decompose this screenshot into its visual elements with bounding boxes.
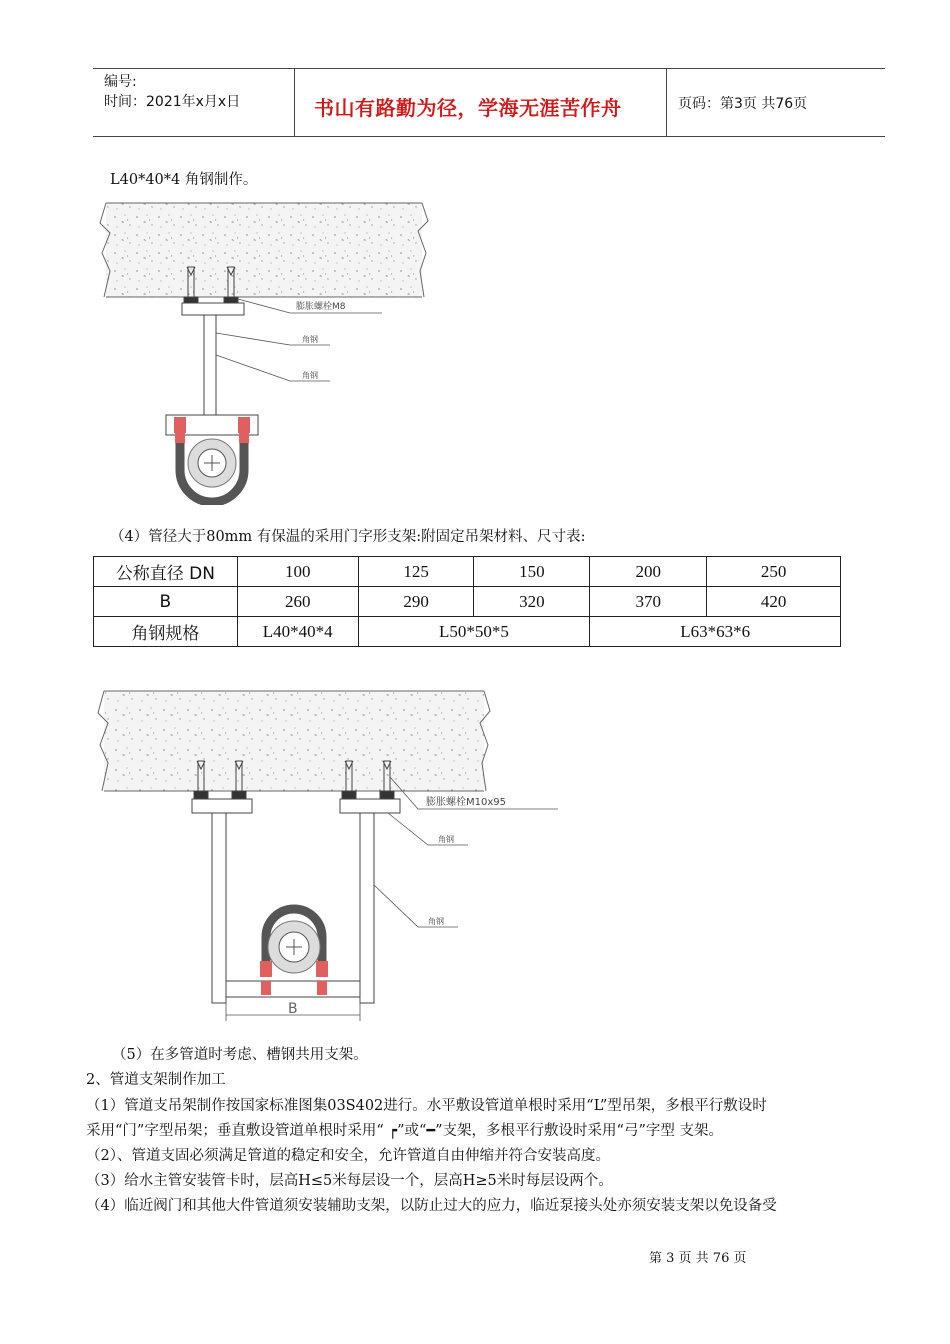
dimension-b-label: B xyxy=(288,1001,298,1017)
table-cell: 125 xyxy=(358,557,474,587)
top-base-plate-right xyxy=(340,799,400,813)
paragraph-line: （3）给水主管安装管卡时，层高H≤5米每层设一个，层高H≥5米时每层设两个。 xyxy=(86,1173,613,1189)
table-cell: 370 xyxy=(590,587,707,617)
top-base-plate xyxy=(182,303,244,315)
table-row-header: B xyxy=(94,587,238,617)
concrete-slab xyxy=(98,691,490,791)
angle-label-2: 角钢 xyxy=(428,917,444,926)
header-motto: 书山有路勤为径，学海无涯苦作舟 xyxy=(314,96,622,120)
table-cell: 290 xyxy=(358,587,474,617)
paragraph-line: 2、管道支架制作加工 xyxy=(86,1072,226,1088)
table-row xyxy=(94,617,841,647)
header-divider-left xyxy=(294,69,295,136)
table-row xyxy=(94,557,841,587)
bolt-label: 膨胀螺栓M8 xyxy=(296,302,346,312)
top-base-plate-left xyxy=(192,799,252,813)
angle-label-2: 角钢 xyxy=(302,371,318,380)
pipe-clamp xyxy=(260,909,328,995)
paragraph-line: 采用“门”字型吊架；垂直敷设管道单根时采用“ ┍”或“━”支架，多根平行敷设时采用“弓”字型 支架。 xyxy=(86,1123,723,1139)
hanger-spec-table xyxy=(93,556,841,647)
header-divider-right xyxy=(666,69,667,136)
intro-line: L40*40*4 角钢制作。 xyxy=(110,172,258,188)
header-bottom-rule xyxy=(93,136,885,137)
header-page-label: 页码：第3页 共76页 xyxy=(678,96,808,112)
concrete-slab xyxy=(100,203,428,297)
table-cell: L40*40*4 xyxy=(237,617,358,647)
angle-steel-vertical xyxy=(204,315,216,415)
header-number-label: 编号: xyxy=(104,74,137,90)
figure-single-hanger xyxy=(90,195,450,505)
table-cell: 100 xyxy=(237,557,358,587)
section-4-line: （4）管径大于80mm 有保温的采用门字形支架:附固定吊架材料、尺寸表: xyxy=(110,529,586,545)
pipe-clamp xyxy=(174,417,250,502)
table-row-header: 公称直径 DN xyxy=(94,557,238,587)
figure-door-hanger xyxy=(88,685,568,1030)
header-top-rule xyxy=(93,68,885,69)
table-cell: 420 xyxy=(707,587,841,617)
angle-label-1: 角钢 xyxy=(438,835,454,844)
table-cell: 320 xyxy=(474,587,590,617)
table-row-header: 角钢规格 xyxy=(94,617,238,647)
table-cell: L50*50*5 xyxy=(358,617,590,647)
table-row xyxy=(94,587,841,617)
table-cell: L63*63*6 xyxy=(590,617,841,647)
bolt-label: 膨胀螺栓M10x95 xyxy=(426,797,506,808)
paragraph-line: （5）在多管道时考虑、槽钢共用支架。 xyxy=(112,1047,368,1063)
paragraph-line: （4）临近阀门和其他大件管道须安装辅助支架，以防止过大的应力，临近泵接头处亦须安装支架以免设备受 xyxy=(86,1198,777,1214)
angle-label-1: 角钢 xyxy=(302,335,318,344)
paragraph-line: （2）、管道支固必须满足管道的稳定和安全，允许管道自由伸缩并符合安装高度。 xyxy=(86,1148,610,1164)
paragraph-line: （1）管道支吊架制作按国家标准图集03S402进行。水平敷设管道单根时采用“L”型吊架，多根平行敷设时 xyxy=(86,1098,767,1114)
page-footer: 第 3 页 共 76 页 xyxy=(649,1251,747,1266)
header-time-label: 时间：2021年x月x日 xyxy=(104,94,241,110)
table-cell: 260 xyxy=(237,587,358,617)
table-cell: 200 xyxy=(590,557,707,587)
table-cell: 150 xyxy=(474,557,590,587)
table-cell: 250 xyxy=(707,557,841,587)
bottom-angle-bar xyxy=(226,981,360,997)
